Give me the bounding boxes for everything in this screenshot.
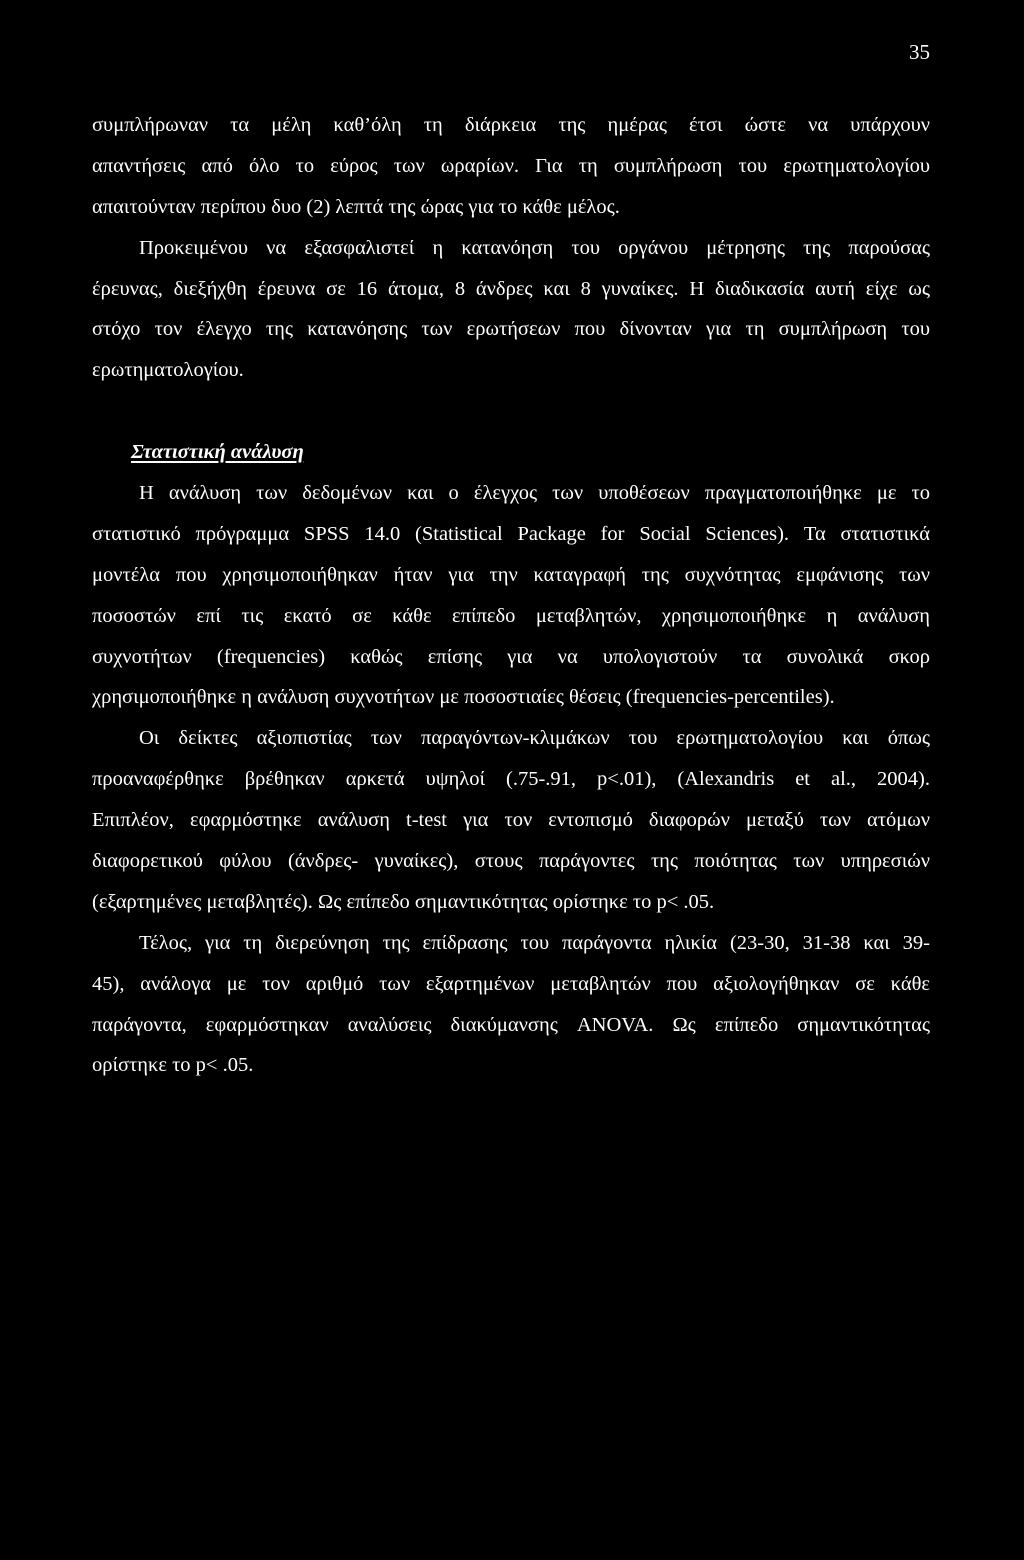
text-line: ερωτηματολογίου. [92,359,244,382]
text-line: απαντήσεις από όλο το εύρος των ωραρίων. Για τη συμπλήρωση του ερωτηματολογίου [92,154,930,177]
text-line: παράγοντα, εφαρμόστηκαν αναλύσεις διακύμανσης ANOVA. Ως επίπεδο σημαντικότητας [92,1013,930,1036]
text-line: χρησιμοποιήθηκε η ανάλυση συχνοτήτων με ποσοστιαίες θέσεις (frequencies-percentiles). [92,686,835,709]
text-line: μοντέλα που χρησιμοποιήθηκαν ήταν για την καταγραφή της συχνότητας εμφάνισης των [92,563,930,586]
paragraph-pilot-study [92,228,930,392]
text-line: διαφορετικού φύλου (άνδρες- γυναίκες), στους παράγοντες της ποιότητας των υπηρεσιών [92,850,930,873]
text-line: (εξαρτημένες μεταβλητές). Ως επίπεδο σημαντικότητας ορίστηκε το p< .05. [92,890,715,913]
text-line: απαιτούνταν περίπου δυο (2) λεπτά της ώρας για το κάθε μέλος. [92,195,620,218]
text-line: Προκειμένου να εξασφαλιστεί η κατανόηση του οργάνου μέτρησης της παρούσας [139,236,930,259]
text-line: Τέλος, για τη διερεύνηση της επίδρασης του παράγοντα ηλικία (23-30, 31-38 και 39- [139,931,930,954]
paragraph-spss-analysis [92,473,930,718]
text-line: Η ανάλυση των δεδομένων και ο έλεγχος των υποθέσεων πραγματοποιήθηκε με το [139,482,930,505]
text-line: έρευνας, διεξήχθη έρευνα σε 16 άτομα, 8 άνδρες και 8 γυναίκες. Η διαδικασία αυτή είχε ως [92,277,930,300]
text-line: συχνοτήτων (frequencies) καθώς επίσης για να υπολογιστούν τα συνολικά σκορ [92,645,930,668]
text-line: στόχο τον έλεγχο της κατανόησης των ερωτήσεων που δίνονταν για τη συμπλήρωση του [92,318,930,341]
text-line: προαναφέρθηκε βρέθηκαν αρκετά υψηλοί (.75-.91, p<.01), (Alexandris et al., 2004). [92,768,930,791]
text-line: Οι δείκτες αξιοπιστίας των παραγόντων-κλιμάκων του ερωτηματολογίου και όπως [139,727,930,750]
text-line: 45), ανάλογα με τον αριθμό των εξαρτημένων μεταβλητών που αξιολογήθηκαν σε κάθε [92,972,930,995]
document-body [92,105,930,1086]
section-heading: Στατιστική ανάλυση [131,441,304,464]
page-number: 35 [909,40,930,64]
text-line: Επιπλέον, εφαρμόστηκε ανάλυση t-test για τον εντοπισμό διαφορών μεταξύ των ατόμων [92,809,930,832]
text-line: στατιστικό πρόγραμμα SPSS 14.0 (Statistical Package for Social Sciences). Τα στατιστικά [92,522,930,545]
text-line: ορίστηκε το p< .05. [92,1054,254,1077]
paragraph-participation [92,105,930,228]
text-line: συμπλήρωναν τα μέλη καθ’όλη τη διάρκεια της ημέρας έτσι ώστε να υπάρχουν [92,114,930,136]
text-line: ποσοστών επί τις εκατό σε κάθε επίπεδο μεταβλητών, χρησιμοποιήθηκε η ανάλυση [92,604,930,627]
paragraph-reliability [92,718,930,922]
paragraph-anova [92,923,930,1087]
paragraph-spacer [92,391,930,432]
